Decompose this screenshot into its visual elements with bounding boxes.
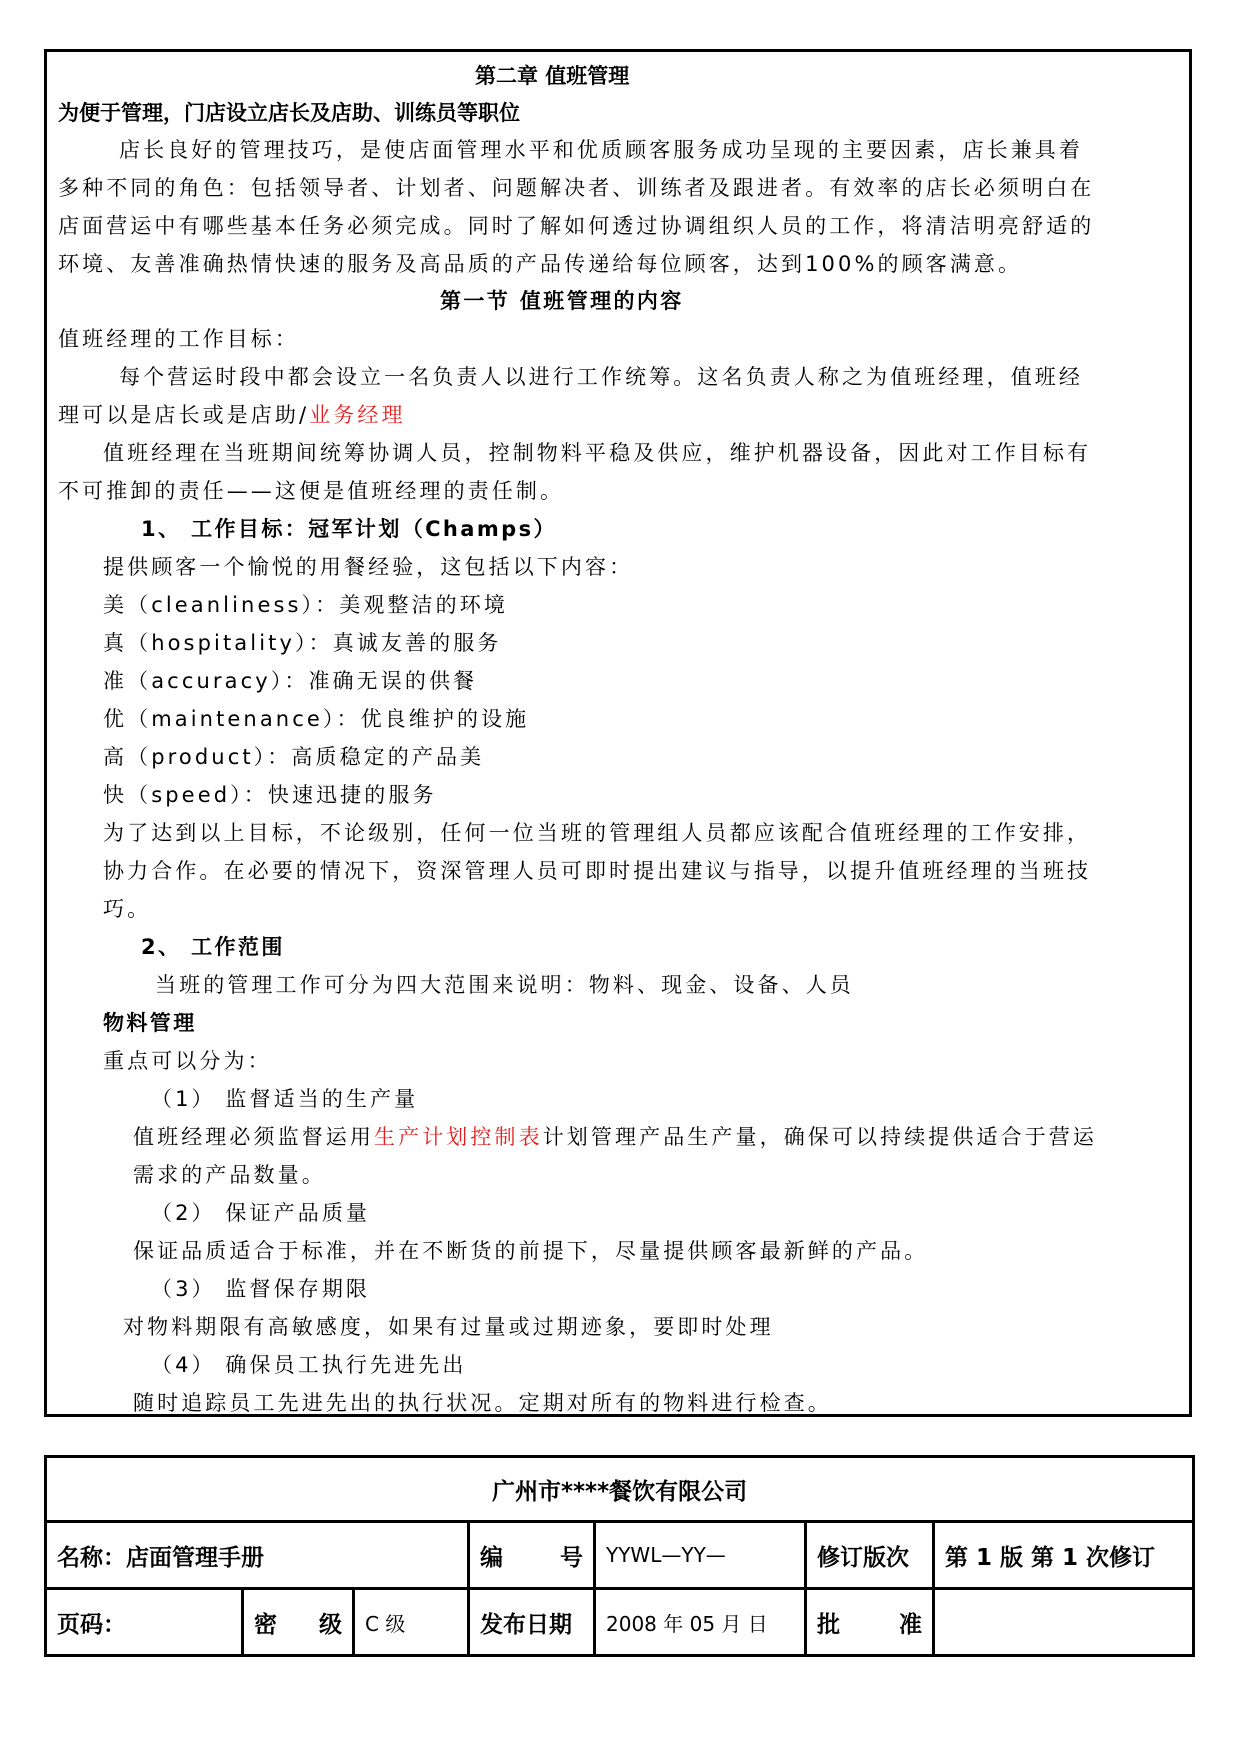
revision-label: 修订版次 [806, 1522, 934, 1589]
sub-heading-2: （2） 保证产品质量 [151, 1201, 371, 1225]
champs-item: 真（hospitality）：真诚友善的服务 [103, 631, 502, 655]
duty-manager-para: 每个营运时段中都会设立一名负责人以进行工作统筹。这名负责人称之为值班经理，值班经 [119, 365, 1083, 389]
duty-manager-para: 理可以是店长或是店助/业务经理 [58, 403, 406, 427]
sub-text-4: 随时追踪员工先进先出的执行状况。定期对所有的物料进行检查。 [133, 1391, 832, 1415]
item2-heading: 2、 工作范围 [141, 935, 285, 959]
champs-item: 优（maintenance）：优良维护的设施 [103, 707, 530, 731]
item1-heading: 1、 工作目标：冠军计划（Champs） [141, 517, 557, 541]
sub-text-1: 需求的产品数量。 [133, 1163, 326, 1187]
page-label: 页码： [46, 1589, 243, 1656]
number-label: 编 号 [469, 1522, 595, 1589]
date-value: 2008 年 05 月 日 [595, 1589, 806, 1656]
responsibility-para: 不可推卸的责任——这便是值班经理的责任制。 [58, 479, 565, 503]
intro-line: 多种不同的角色：包括领导者、计划者、问题解决者、训练者及跟进者。有效率的店长必须明白在 [58, 176, 1095, 200]
responsibility-para: 值班经理在当班期间统筹协调人员，控制物料平稳及供应，维护机器设备，因此对工作目标有 [103, 441, 1092, 465]
intro-line: 环境、友善准确热情快速的服务及高品质的产品传递给每位顾客，达到100%的顾客满意。 [58, 252, 1023, 276]
sub-heading-3: （3） 监督保存期限 [151, 1277, 371, 1301]
champs-intro: 提供顾客一个愉悦的用餐经验，这包括以下内容： [103, 555, 634, 579]
sub-heading-1: （1） 监督适当的生产量 [151, 1087, 419, 1111]
cooperation-para: 为了达到以上目标，不论级别，任何一位当班的管理组人员都应该配合值班经理的工作安排， [103, 821, 1092, 845]
revision-value: 第 1 版 第 1 次修订 [934, 1522, 1194, 1589]
material-intro: 重点可以分为： [103, 1049, 272, 1073]
approve-label: 批 准 [806, 1589, 934, 1656]
approve-value [934, 1589, 1194, 1656]
positions-heading: 为便于管理，门店设立店长及店助、训练员等职位 [58, 101, 520, 125]
manual-name: 名称：店面管理手册 [46, 1522, 469, 1589]
intro-line: 店面营运中有哪些基本任务必须完成。同时了解如何透过协调组织人员的工作，将清洁明亮舒适的 [58, 214, 1095, 238]
secret-label: 密 级 [243, 1589, 354, 1656]
number-value: YYWL—YY— [595, 1522, 806, 1589]
business-manager-highlight: 业务经理 [309, 403, 406, 427]
champs-item: 准（accuracy）：准确无误的供餐 [103, 669, 478, 693]
champs-item: 美（cleanliness）：美观整洁的环境 [103, 593, 508, 617]
cooperation-para: 协力合作。在必要的情况下，资深管理人员可即时提出建议与指导，以提升值班经理的当班技 [103, 859, 1092, 883]
cooperation-para: 巧。 [103, 897, 152, 921]
section-title: 第一节 值班管理的内容 [440, 289, 684, 313]
chapter-title: 第二章 值班管理 [475, 64, 630, 88]
champs-item: 快（speed）：快速迅捷的服务 [103, 783, 437, 807]
champs-item: 高（product）：高质稳定的产品美 [103, 745, 485, 769]
production-plan-highlight: 生产计划控制表 [374, 1125, 543, 1149]
intro-line: 店长良好的管理技巧，是使店面管理水平和优质顾客服务成功呈现的主要因素，店长兼具着 [119, 138, 1083, 162]
secret-value: C 级 [354, 1589, 469, 1656]
goal-label: 值班经理的工作目标： [58, 327, 299, 351]
footer-table [44, 1455, 1195, 1657]
content-box [44, 49, 1192, 1417]
company-name: 广州市****餐饮有限公司 [46, 1457, 1194, 1522]
scope-text: 当班的管理工作可分为四大范围来说明：物料、现金、设备、人员 [155, 973, 854, 997]
sub-heading-4: （4） 确保员工执行先进先出 [151, 1353, 467, 1377]
material-heading: 物料管理 [103, 1011, 197, 1035]
sub-text-1: 值班经理必须监督运用生产计划控制表计划管理产品生产量，确保可以持续提供适合于营运 [133, 1125, 1098, 1149]
date-label: 发布日期 [469, 1589, 595, 1656]
sub-text-2: 保证品质适合于标准，并在不断货的前提下，尽量提供顾客最新鲜的产品。 [133, 1239, 929, 1263]
sub-text-3: 对物料期限有高敏感度，如果有过量或过期迹象，要即时处理 [123, 1315, 774, 1339]
